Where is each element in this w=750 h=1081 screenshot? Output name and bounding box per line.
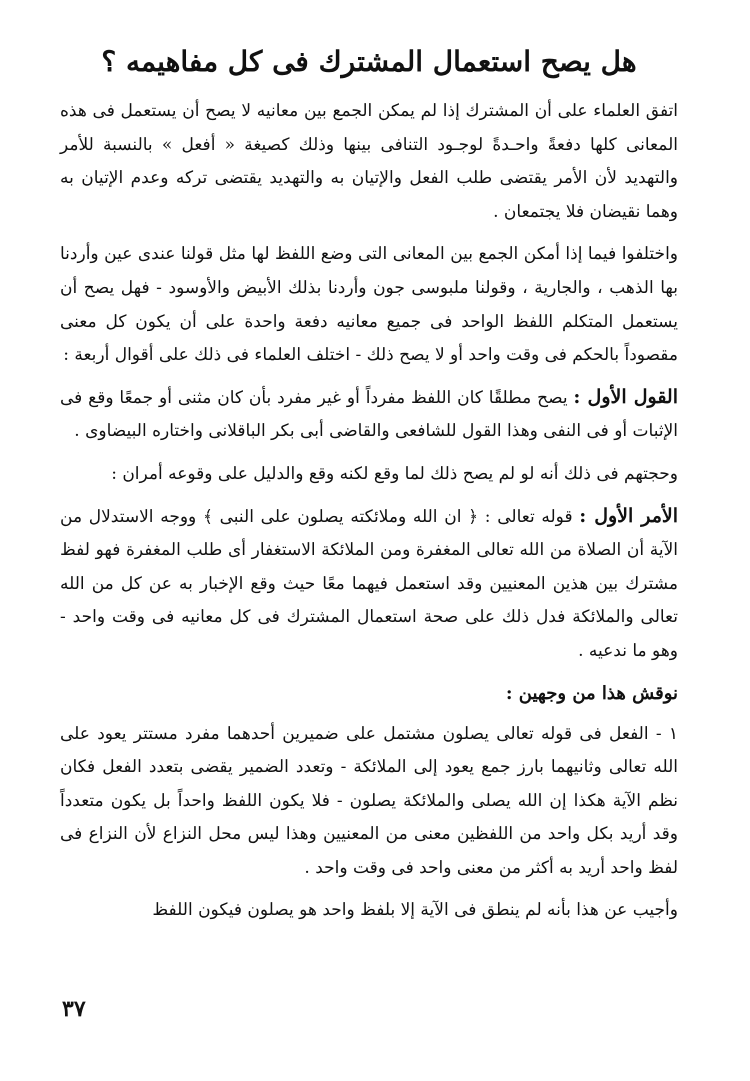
paragraph-7 — [60, 893, 678, 928]
paragraph-6 — [60, 717, 678, 886]
paragraph-5-text: قوله تعالى : ﴿ ان الله وملائكته يصلون على النبى ﴾ ووجه الاستدلال من الآية أن الصلاة من الله تعالى المغفرة ومن الملائكة الاستغفار أى طلب المغفرة فهو لفظ مشترك بين هذين المعنيين وقد استعمل فيهما معًا حيث وقع الإخبار به عن كل من الله تعالى والملائكة فدل ذلك على صحة استعمال المشترك فى كل معانيه فى وقت واحد - وهو ما ندعيه . — [60, 506, 678, 661]
paragraph-4-text: وحجتهم فى ذلك أنه لو لم يصح ذلك لما وقع لكنه وقع والدليل على وقوعه أمران : — [111, 463, 678, 484]
page-title: هل يصح استعمال المشترك فى كل مفاهيمه ؟ — [101, 45, 637, 78]
paragraph-3 — [60, 381, 678, 449]
paragraph-5 — [60, 500, 678, 669]
paragraph-4 — [60, 457, 678, 492]
paragraph-3-lead: القول الأول : — [573, 385, 678, 408]
page-number: ٣٧ — [62, 996, 86, 1022]
paragraph-1 — [60, 94, 678, 229]
paragraph-5-lead: الأمر الأول : — [579, 504, 678, 527]
paragraph-2 — [60, 237, 678, 372]
paragraph-1-text: اتفق العلماء على أن المشترك إذا لم يمكن الجمع بين معانيه لا يصح أن يستعمل فى هذه المعانى كلها دفعةً واحـدةً لوجـود التنافى بينها وذلك كصيغة « أفعل » بالنسبة للأمر والتهديد لأن الأمر يقتضى طلب الفعل والإتيان به والتهديد يقتضى تركه وعدم الإتيان به وهما نقيضان فلا يجتمعان . — [60, 101, 678, 222]
section-heading: نوقش هذا من وجهين : — [505, 682, 678, 704]
paragraph-7-text: وأجيب عن هذا بأنه لم ينطق فى الآية إلا بلفظ واحد هو يصلون فيكون اللفظ — [152, 900, 678, 921]
paragraph-2-text: واختلفوا فيما إذا أمكن الجمع بين المعانى التى وضع اللفظ لها مثل قولنا عندى عين وأردنا بها الذهب ، والجارية ، وقولنا ملبوسى جون وأردنا بذلك الأبيض والأوسود - فهل يصح أن يستعمل المتكلم اللفظ الواحد فى جميع معانيه دفعة واحدة على أن يكون كل معنى مقصوداً بالحكم فى وقت واحد أو لا يصح ذلك - اختلف العلماء فى ذلك على أقوال أربعة : — [60, 244, 678, 366]
document-page — [60, 40, 678, 936]
paragraph-6-text: ١ - الفعل فى قوله تعالى يصلون مشتمل على ضميرين أحدهما مفرد مستتر يعود على الله تعالى وثانيهما بارز جمع يعود إلى الملائكة - وتعدد الضمير يقضى بتعدد الفعل فكان نظم الآية هكذا إن الله يصلى والملائكة يصلون - فلا يكون اللفظ واحداً بل يكون متعدداً وقد أريد بكل واحد من اللفظين معنى من المعنيين وهذا ليس محل النزاع لأن النزاع فى لفظ واحد أريد به أكثر من معنى واحد فى وقت واحد . — [60, 723, 678, 878]
paragraph-3-text: يصح مطلقًا كان اللفظ مفرداً أو غير مفرد بأن كان مثنى أو جمعًا وقع فى الإثبات أو فى النفى وهذا القول للشافعى والقاضى أبى بكر الباقلانى واختاره البيضاوى . — [60, 387, 678, 442]
